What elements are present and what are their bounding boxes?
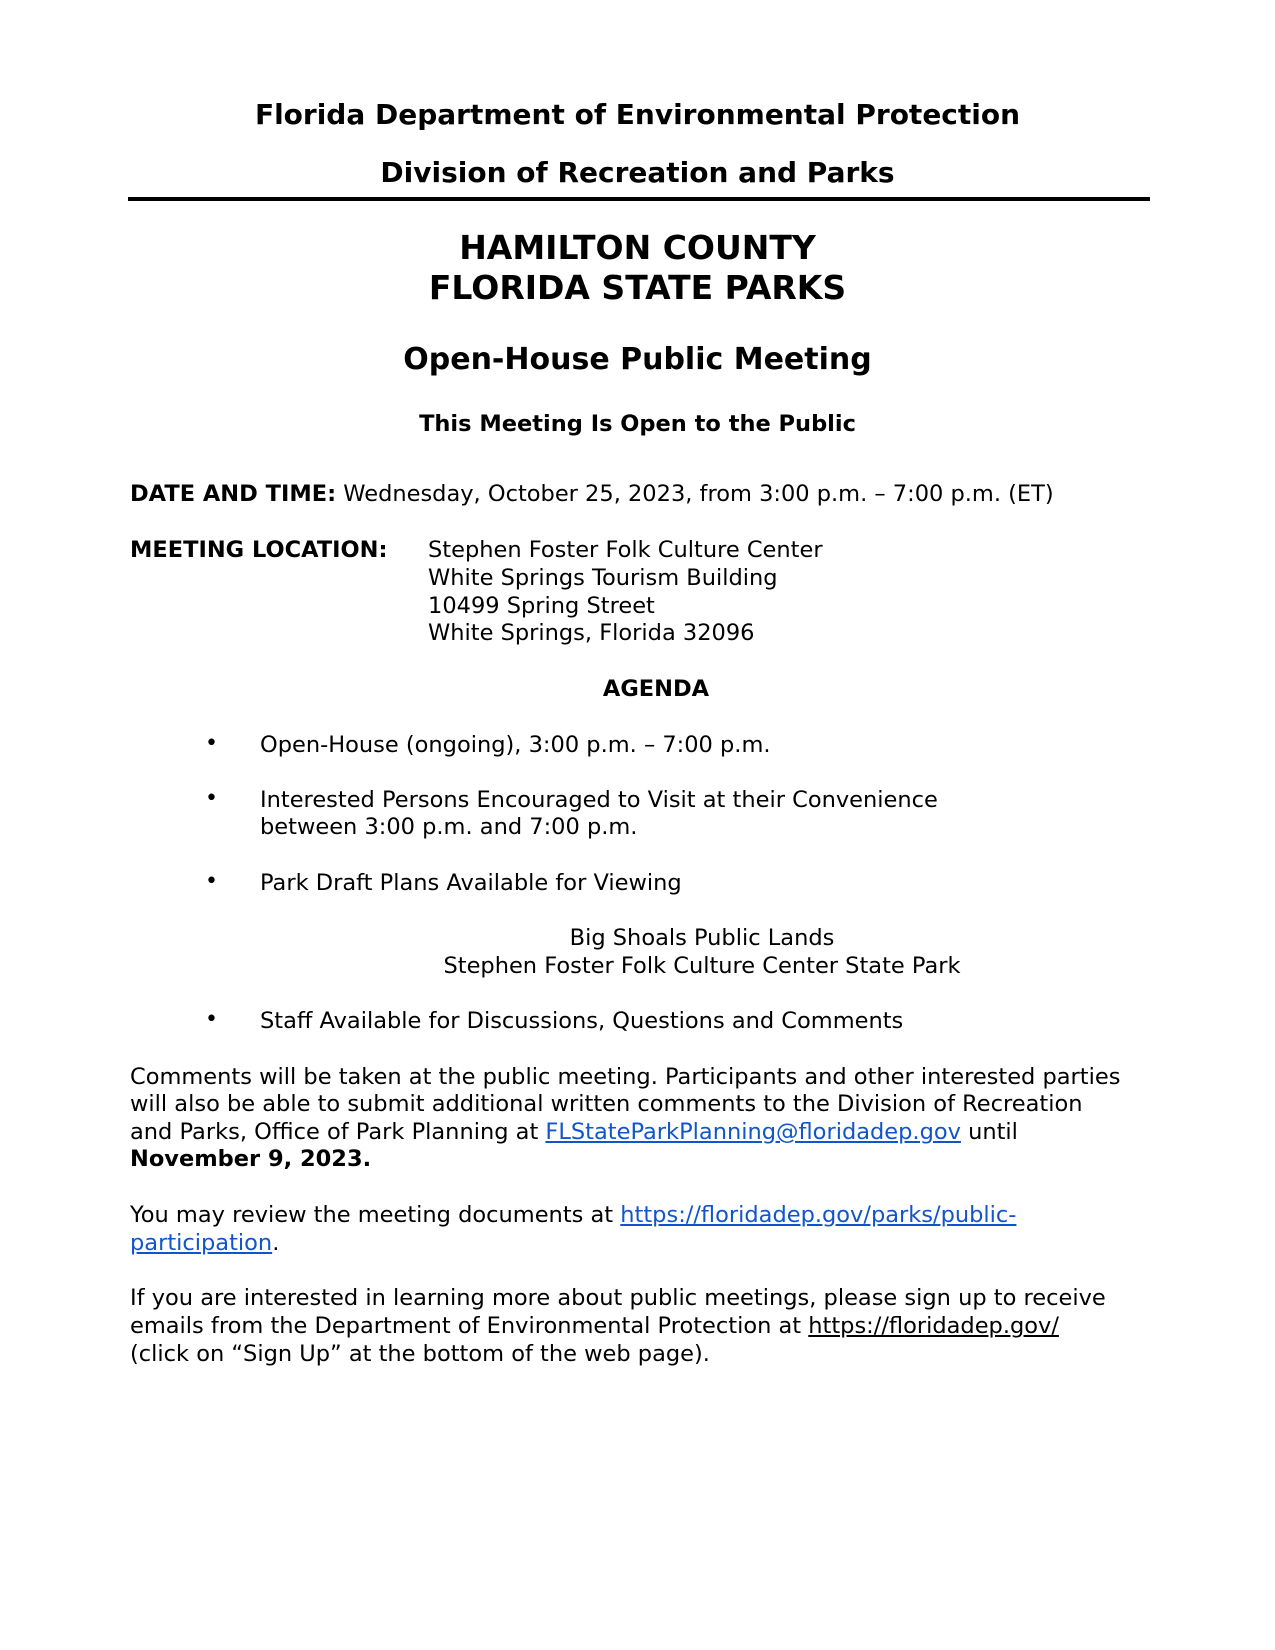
comments-line-2: will also be able to submit additional written comments to the Division of Recreation xyxy=(130,1091,1083,1117)
bullet-icon: • xyxy=(205,786,218,811)
review-period: . xyxy=(272,1230,280,1256)
comments-line-3 xyxy=(130,1118,1018,1146)
review-line-1 xyxy=(130,1201,1016,1229)
review-line-2 xyxy=(130,1229,279,1257)
review-text: You may review the meeting documents at xyxy=(130,1202,621,1228)
agenda-item-3: Park Draft Plans Available for Viewing xyxy=(260,870,682,896)
header-rule xyxy=(128,197,1150,201)
bullet-icon: • xyxy=(205,731,218,756)
meeting-type: Open-House Public Meeting xyxy=(403,342,872,377)
documents-link[interactable]: https://floridadep.gov/parks/public- xyxy=(620,1202,1017,1228)
signup-text: emails from the Department of Environmental Protection at xyxy=(130,1313,809,1339)
location-label: MEETING LOCATION: xyxy=(130,537,388,563)
dep-website-link[interactable]: https://floridadep.gov/ xyxy=(808,1313,1059,1339)
agenda-item-2: Interested Persons Encouraged to Visit at their Convenience xyxy=(260,787,938,813)
agenda-item-4: Staff Available for Discussions, Questions and Comments xyxy=(260,1008,904,1034)
comments-line-1: Comments will be taken at the public meeting. Participants and other interested parties xyxy=(130,1064,1121,1090)
agency-name: Florida Department of Environmental Protection xyxy=(254,98,1021,131)
signup-line-1: If you are interested in learning more about public meetings, please sign up to receive xyxy=(130,1285,1106,1311)
agenda-heading: AGENDA xyxy=(602,676,710,702)
signup-line-2 xyxy=(130,1312,1059,1340)
division-name: Division of Recreation and Parks xyxy=(380,156,895,189)
title-line-1: HAMILTON COUNTY xyxy=(459,228,816,267)
comments-line-3-text: and Parks, Office of Park Planning at xyxy=(130,1119,546,1145)
location-line-3: 10499 Spring Street xyxy=(428,593,655,619)
comments-deadline: November 9, 2023. xyxy=(130,1146,372,1172)
agenda-item-2-cont: between 3:00 p.m. and 7:00 p.m. xyxy=(260,814,638,840)
planning-email-link[interactable]: FLStateParkPlanning@floridadep.gov xyxy=(545,1119,961,1145)
date-time-value: Wednesday, October 25, 2023, from 3:00 p.m. – 7:00 p.m. (ET) xyxy=(343,481,1054,507)
park-name-1: Big Shoals Public Lands xyxy=(569,925,835,951)
comments-until: until xyxy=(960,1119,1018,1145)
bullet-icon: • xyxy=(205,869,218,894)
location-line-2: White Springs Tourism Building xyxy=(428,565,778,591)
park-name-2: Stephen Foster Folk Culture Center State Park xyxy=(443,953,961,979)
signup-line-3: (click on “Sign Up” at the bottom of the web page). xyxy=(130,1341,710,1367)
title-line-2: FLORIDA STATE PARKS xyxy=(428,268,847,307)
date-time-label: DATE AND TIME: xyxy=(130,481,337,507)
location-line-1: Stephen Foster Folk Culture Center xyxy=(428,537,823,563)
open-notice: This Meeting Is Open to the Public xyxy=(419,411,856,437)
agenda-item-1: Open-House (ongoing), 3:00 p.m. – 7:00 p.m. xyxy=(260,732,771,758)
bullet-icon: • xyxy=(205,1007,218,1032)
date-time-line xyxy=(130,480,1054,508)
documents-link-cont[interactable]: participation xyxy=(130,1230,273,1256)
location-line-4: White Springs, Florida 32096 xyxy=(428,620,755,646)
